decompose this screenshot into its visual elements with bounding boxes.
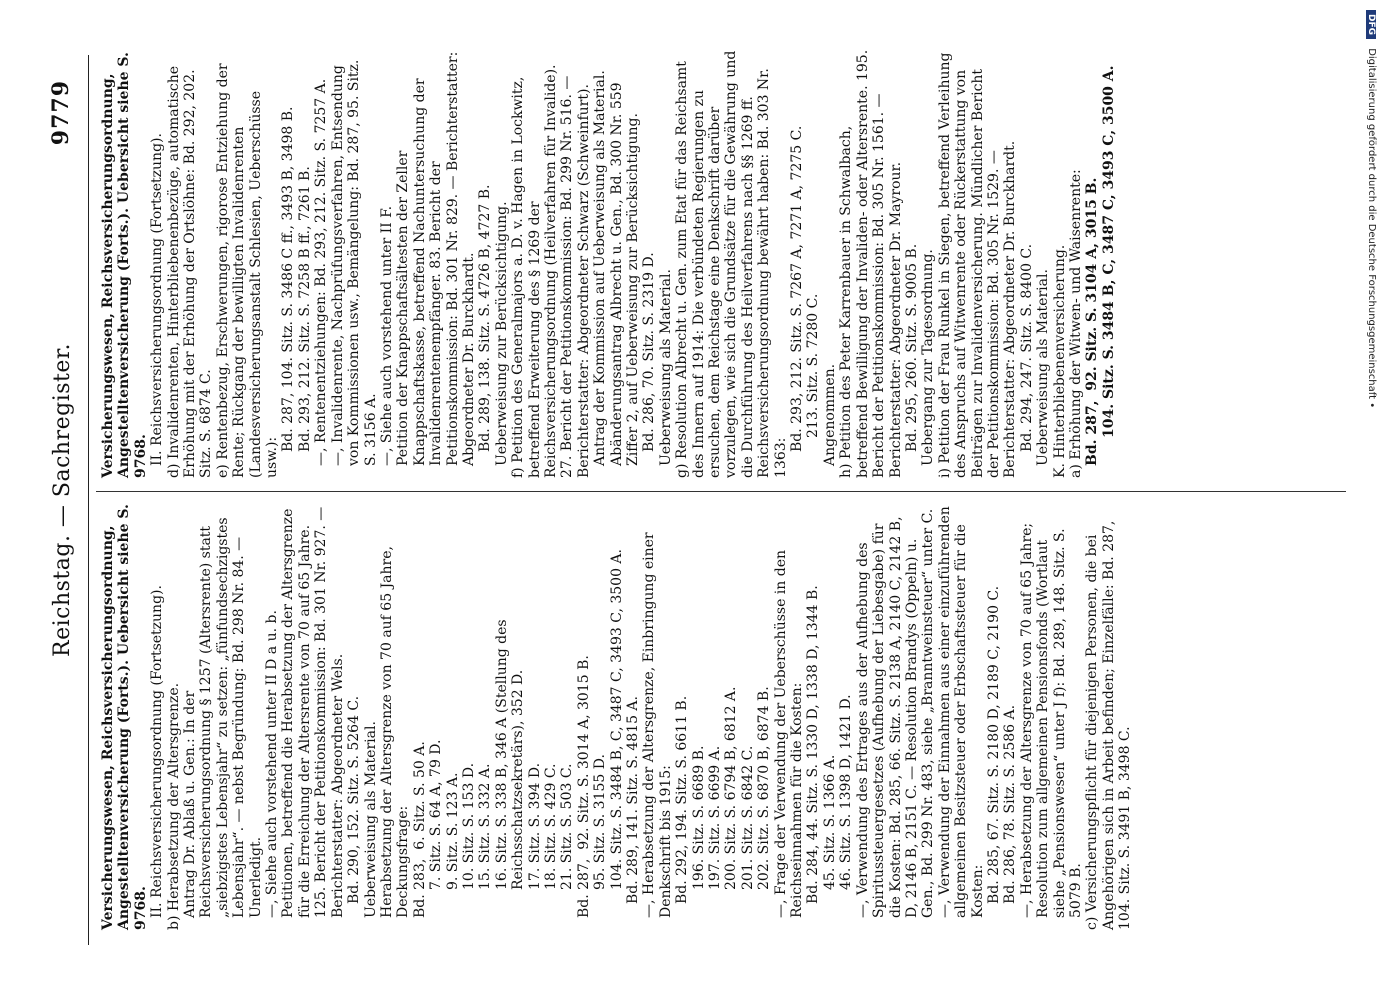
- right-column-entry: —, Siehe auch vorstehend unter II F.: [378, 205, 395, 466]
- left-column-entry: —, Herabsetzung der Altersgrenze, Einbringung einer Denkschrift bis 1915:: [641, 527, 674, 918]
- right-column-entry: Abänderungsantrag Albrecht u. Gen., Bd. 300 Nr. 559 Ziffer 2, auf Ueberweisung zur Berücksichtigung.: [608, 77, 641, 466]
- funding-sidebar: [1359, 10, 1377, 990]
- left-column-entry: 95. Sitz. S. 3155 D.: [592, 754, 609, 890]
- left-column-entry: 196. Sitz. S. 6689 B.: [690, 745, 707, 890]
- left-column-entry: Bd. 286, 78. Sitz. S. 2586 A.: [1002, 704, 1019, 904]
- right-column-entry: Angenommen.: [821, 363, 838, 466]
- funding-text: Digitalisierung gefördert durch die Deutsche Forschungsgemeinschaft •: [1366, 48, 1377, 409]
- right-column-entry: h) Petition des Peter Karrenbauer in Schwalbach, betreffend Bewilligung der Invaliden- oder Altersrente. 195. Bericht der Petitionskommission: Bd. 305 Nr. 1561. — Berichterstatter: Abgeordneter Dr. Mayrour.: [838, 45, 904, 478]
- left-column-entry: —, Siehe auch vorstehend unter II D a u. b.: [264, 610, 281, 918]
- right-column-entry: Petition der Knappschaftsältesten der Zeller Knappschaftskasse, betreffend Nachuntersuchung der Invalidenrentenempfänger. 83. Bericht der Petitionskommission: Bd. 301 Nr. 829. — Berichterstatter: Abgeordneter Dr. Burckhardt.: [395, 47, 477, 466]
- right-column-entry: Versicherungswesen, Reichsversicherungsordnung, Angestelltenversicherung (Forts.). Uebersicht siehe S. 9768.: [100, 47, 149, 478]
- page-title: Reichstag. — Sachregister.: [50, 343, 75, 657]
- left-column-entry: Bd. 284, 44. Sitz. S. 1330 D, 1338 D, 1344 B.: [805, 585, 822, 904]
- right-column-entry: Ueberweisung zur Berücksichtigung.: [493, 201, 510, 466]
- right-column-entry: e) Rentenbezug, Erschwerungen, rigorose Entziehung der Rente; Rückgang der bewilligten Invalidenrenten (Landesversicherungsanstalt Schlesien, Ueberschüsse usw.):: [214, 58, 281, 478]
- page-number: 9779: [48, 80, 74, 146]
- dfg-logo: DFG: [1366, 10, 1376, 39]
- left-column-entry: 7. Sitz. S. 64 A, 79 D.: [428, 739, 445, 890]
- page-header: [44, 60, 84, 940]
- right-column-entry: K. Hinterbliebenenversicherung.: [1051, 244, 1068, 478]
- left-column-entry: 16. Sitz. S. 338 B, 346 A (Stellung des Reichsschatzsekretärs), 352 D.: [493, 614, 527, 890]
- header-rule: [88, 55, 89, 945]
- right-column-entry: 104. Sitz. S. 3484 B, C, 3487 C, 3493 C, 3500 A.: [1100, 65, 1117, 438]
- left-column-entry: 104. Sitz. S. 3484 B, C, 3487 C, 3493 C, 3500 A.: [608, 549, 625, 890]
- left-column-entry: II. Reichsversicherungsordnung (Fortsetzung).: [149, 585, 166, 918]
- right-column-entry: II. Reichsversicherungsordnung (Fortsetzung).: [149, 133, 166, 466]
- left-column-entry: Bd. 292, 194. Sitz. S. 6611 B.: [674, 695, 691, 904]
- left-column-entry: 18. Sitz. S. 429 C.: [542, 763, 559, 890]
- left-column-entry: b) Herabsetzung der Altersgrenze.: [165, 682, 182, 930]
- right-column-entry: —, Invalidenrente, Nachprüfungsverfahren, Entsendung von Kommissionen usw., Bemängelung: Bd. 287, 95. Sitz. S. 3156 A.: [329, 55, 379, 466]
- right-column-entry: i) Petition der Frau Runkel in Siegen, betreffend Verleihung des Anspruchs auf Witwenrente oder Rückerstattung von Beiträgen zur Invalidenversicherung. Mündlicher Bericht der Petitionskommission: Bd. 305 Nr. 1529. — Berichterstatter: Abgeordneter Dr. Burckhardt.: [936, 48, 1019, 478]
- left-column-entry: —, Frage der Verwendung der Ueberschüsse in den Reichseinnahmen für die Kosten:: [772, 545, 806, 918]
- right-column-entry: Bd. 293, 212. Sitz. S. 7258 B ff., 7261 B.: [296, 166, 313, 452]
- column-divider: [96, 491, 1346, 492]
- left-column-entry: Bd. 290, 152. Sitz. S. 5264 C.: [346, 695, 363, 904]
- left-column-entry: Petitionen, betreffend die Herabsetzung der Altersgrenze für die Erreichung der Altersrente von 70 auf 65 Jahre. 125. Bericht der Petitionskommission: Bd. 301 Nr. 927. — Berichterstatter: Abgeordneter Wels.: [280, 502, 346, 918]
- left-column-entry: 46. Sitz. S. 1398 D, 1421 D.: [838, 694, 855, 890]
- right-column-entry: g) Resolution Albrecht u. Gen. zum Etat für das Reichsamt des Innern auf 1914: Die verbündeten Regierungen zu ersuchen, dem Reichstage eine Denkschrift darüber vorzulegen, wie sich die Grundsätze für die Gewährung und die Durchführung des Heilverfahrens nach §§ 1269 ff. Reichsversicherungsordnung bewährt haben: Bd. 303 Nr. 1363:: [674, 46, 789, 478]
- right-column-entry: 213. Sitz. S. 7280 C.: [805, 293, 822, 438]
- left-column-entry: 200. Sitz. S. 6794 B, 6812 A.: [723, 686, 740, 890]
- left-column-entry: 10. Sitz. S. 153 D.: [460, 762, 477, 890]
- right-column-entry: Ueberweisung als Material.: [1035, 269, 1052, 466]
- funding-note: [1359, 10, 1377, 990]
- left-column-entry: Bd. 287, 92. Sitz. S. 3014 A, 3015 B.: [575, 655, 592, 918]
- left-column-entry: —, Herabsetzung der Altersgrenze von 70 auf 65 Jahre; Resolution zum allgemeinen Pensionsfonds (Wortlaut siehe „Pensionswesen“ unter J f): Bd. 289, 148. Sitz. S. 5079 B.: [1018, 518, 1084, 918]
- left-column: [100, 500, 1350, 930]
- right-column-entry: Bd. 287, 104. Sitz. S. 3486 C ff., 3493 B, 3498 B.: [280, 106, 297, 452]
- right-column-entry: Bd. 289, 138. Sitz. S. 4726 B, 4727 B.: [477, 184, 494, 452]
- left-column-entry: 201. Sitz. S. 6842 C.: [739, 745, 756, 890]
- right-column-entry: —, Rentenentziehungen: Bd. 293, 212. Sitz. S. 7257 A.: [313, 78, 330, 466]
- right-column-entry: f) Petition des Generalmajors a. D. v. Hagen in Lockwitz, betreffend Erweiterung des § 1269 der Reichsversicherungsordnung (Heilverfahren für Invalide). 27. Bericht der Petitionskommission: Bd. 299 Nr. 516. — Berichterstatter: Abgeordneter Schwarz (Schweinfurt).: [510, 60, 592, 478]
- right-column-entry: Bd. 294, 247. Sitz. S. 8400 C.: [1018, 243, 1035, 452]
- left-column-entry: 45. Sitz. S. 1366 A.: [821, 754, 838, 890]
- right-column: [100, 45, 1350, 478]
- left-column-entry: c) Versicherungspflicht für diejenigen Personen, die bei Angehörigen sich in Arbeit befinden; Einzelfälle: Bd. 287, 104. Sitz. S. 3491 B, 3498 C.: [1084, 516, 1134, 930]
- right-column-entry: Bd. 287, 92. Sitz. S. 3104 A, 3015 B.: [1084, 177, 1101, 466]
- left-column-entry: Bd. 289, 141. Sitz. S. 4815 A.: [625, 696, 641, 904]
- right-column-entry: a) Erhöhung der Witwen- und Waisenrente:: [1067, 169, 1084, 478]
- left-column-entry: Herabsetzung der Altersgrenze von 70 auf 65 Jahre, Deckungsfrage:: [378, 541, 412, 918]
- left-column-entry: 9. Sitz. S. 123 A.: [444, 772, 461, 890]
- right-column-entry: d) Invalidenrenten, Hinterbliebenenbezüge, automatische Erhöhung mit der Erhöhung der Ortslöhne: Bd. 292, 202. Sitz. S. 6874 C.: [165, 61, 215, 478]
- right-column-entry: Bd. 295, 260. Sitz. S. 9005 B.: [903, 243, 920, 452]
- left-column-entry: 17. Sitz. S. 394 D.: [526, 762, 543, 890]
- left-column-entry: —, Verwendung der Einnahmen aus einer einzuführenden allgemeinen Besitzsteuer oder Erbschaftssteuer für die Kosten:: [936, 501, 986, 918]
- left-column-entry: Bd. 285, 67. Sitz. S. 2180 D, 2189 C, 2190 C.: [985, 585, 1002, 904]
- left-column-entry: Ueberweisung als Material.: [362, 721, 379, 918]
- left-column-entry: Versicherungswesen, Reichsversicherungsordnung, Angestelltenversicherung (Forts.). Uebersicht siehe S. 9768.: [100, 499, 149, 930]
- right-column-entry: Antrag der Kommission auf Ueberweisung als Material.: [592, 70, 609, 466]
- right-column-entry: Uebergang zur Tagesordnung.: [920, 249, 937, 466]
- right-column-entry: Ueberweisung als Material.: [657, 269, 674, 466]
- left-column-entry: 197. Sitz. S. 6699 A.: [707, 745, 724, 890]
- left-column-entry: 21. Sitz. S. 503 C.: [559, 763, 576, 890]
- right-column-entry: Bd. 293, 212. Sitz. S. 7267 A, 7271 A, 7275 C.: [789, 125, 806, 452]
- right-column-entry: Bd. 286, 70. Sitz. S. 2319 D.: [641, 252, 658, 452]
- left-column-entry: Bd. 283, 6. Sitz. S. 50 A.: [411, 741, 428, 918]
- left-column-entry: —, Verwendung des Ertrages aus der Aufhebung des Spiritussteuergesetzes (Aufhebung der Liebesgabe) für die Kosten: Bd. 285, 66. Sitz. S. 2138 A, 2140 C, 2142 B, D, 2146 B, 2151 C. — Resolution Brandys (Oppeln) u. Gen., Bd. 299 Nr. 483, siehe „Branntweinsteuer“ unter C.: [854, 508, 937, 918]
- left-column-entry: 202. Sitz. S. 6870 B, 6874 B.: [756, 686, 773, 890]
- left-column-entry: 15. Sitz. S. 332 A.: [477, 763, 494, 890]
- left-column-entry: Antrag Dr. Ablaß u. Gen.: In der Reichsversicherungsordnung § 1257 (Altersrente) statt „siebzigstes Lebensjahr“ zu setzen: „fünfundsechzigstes Lebensjahr“. — nebst Begründung: Bd. 298 Nr. 84. — Unerledigt.: [182, 512, 264, 918]
